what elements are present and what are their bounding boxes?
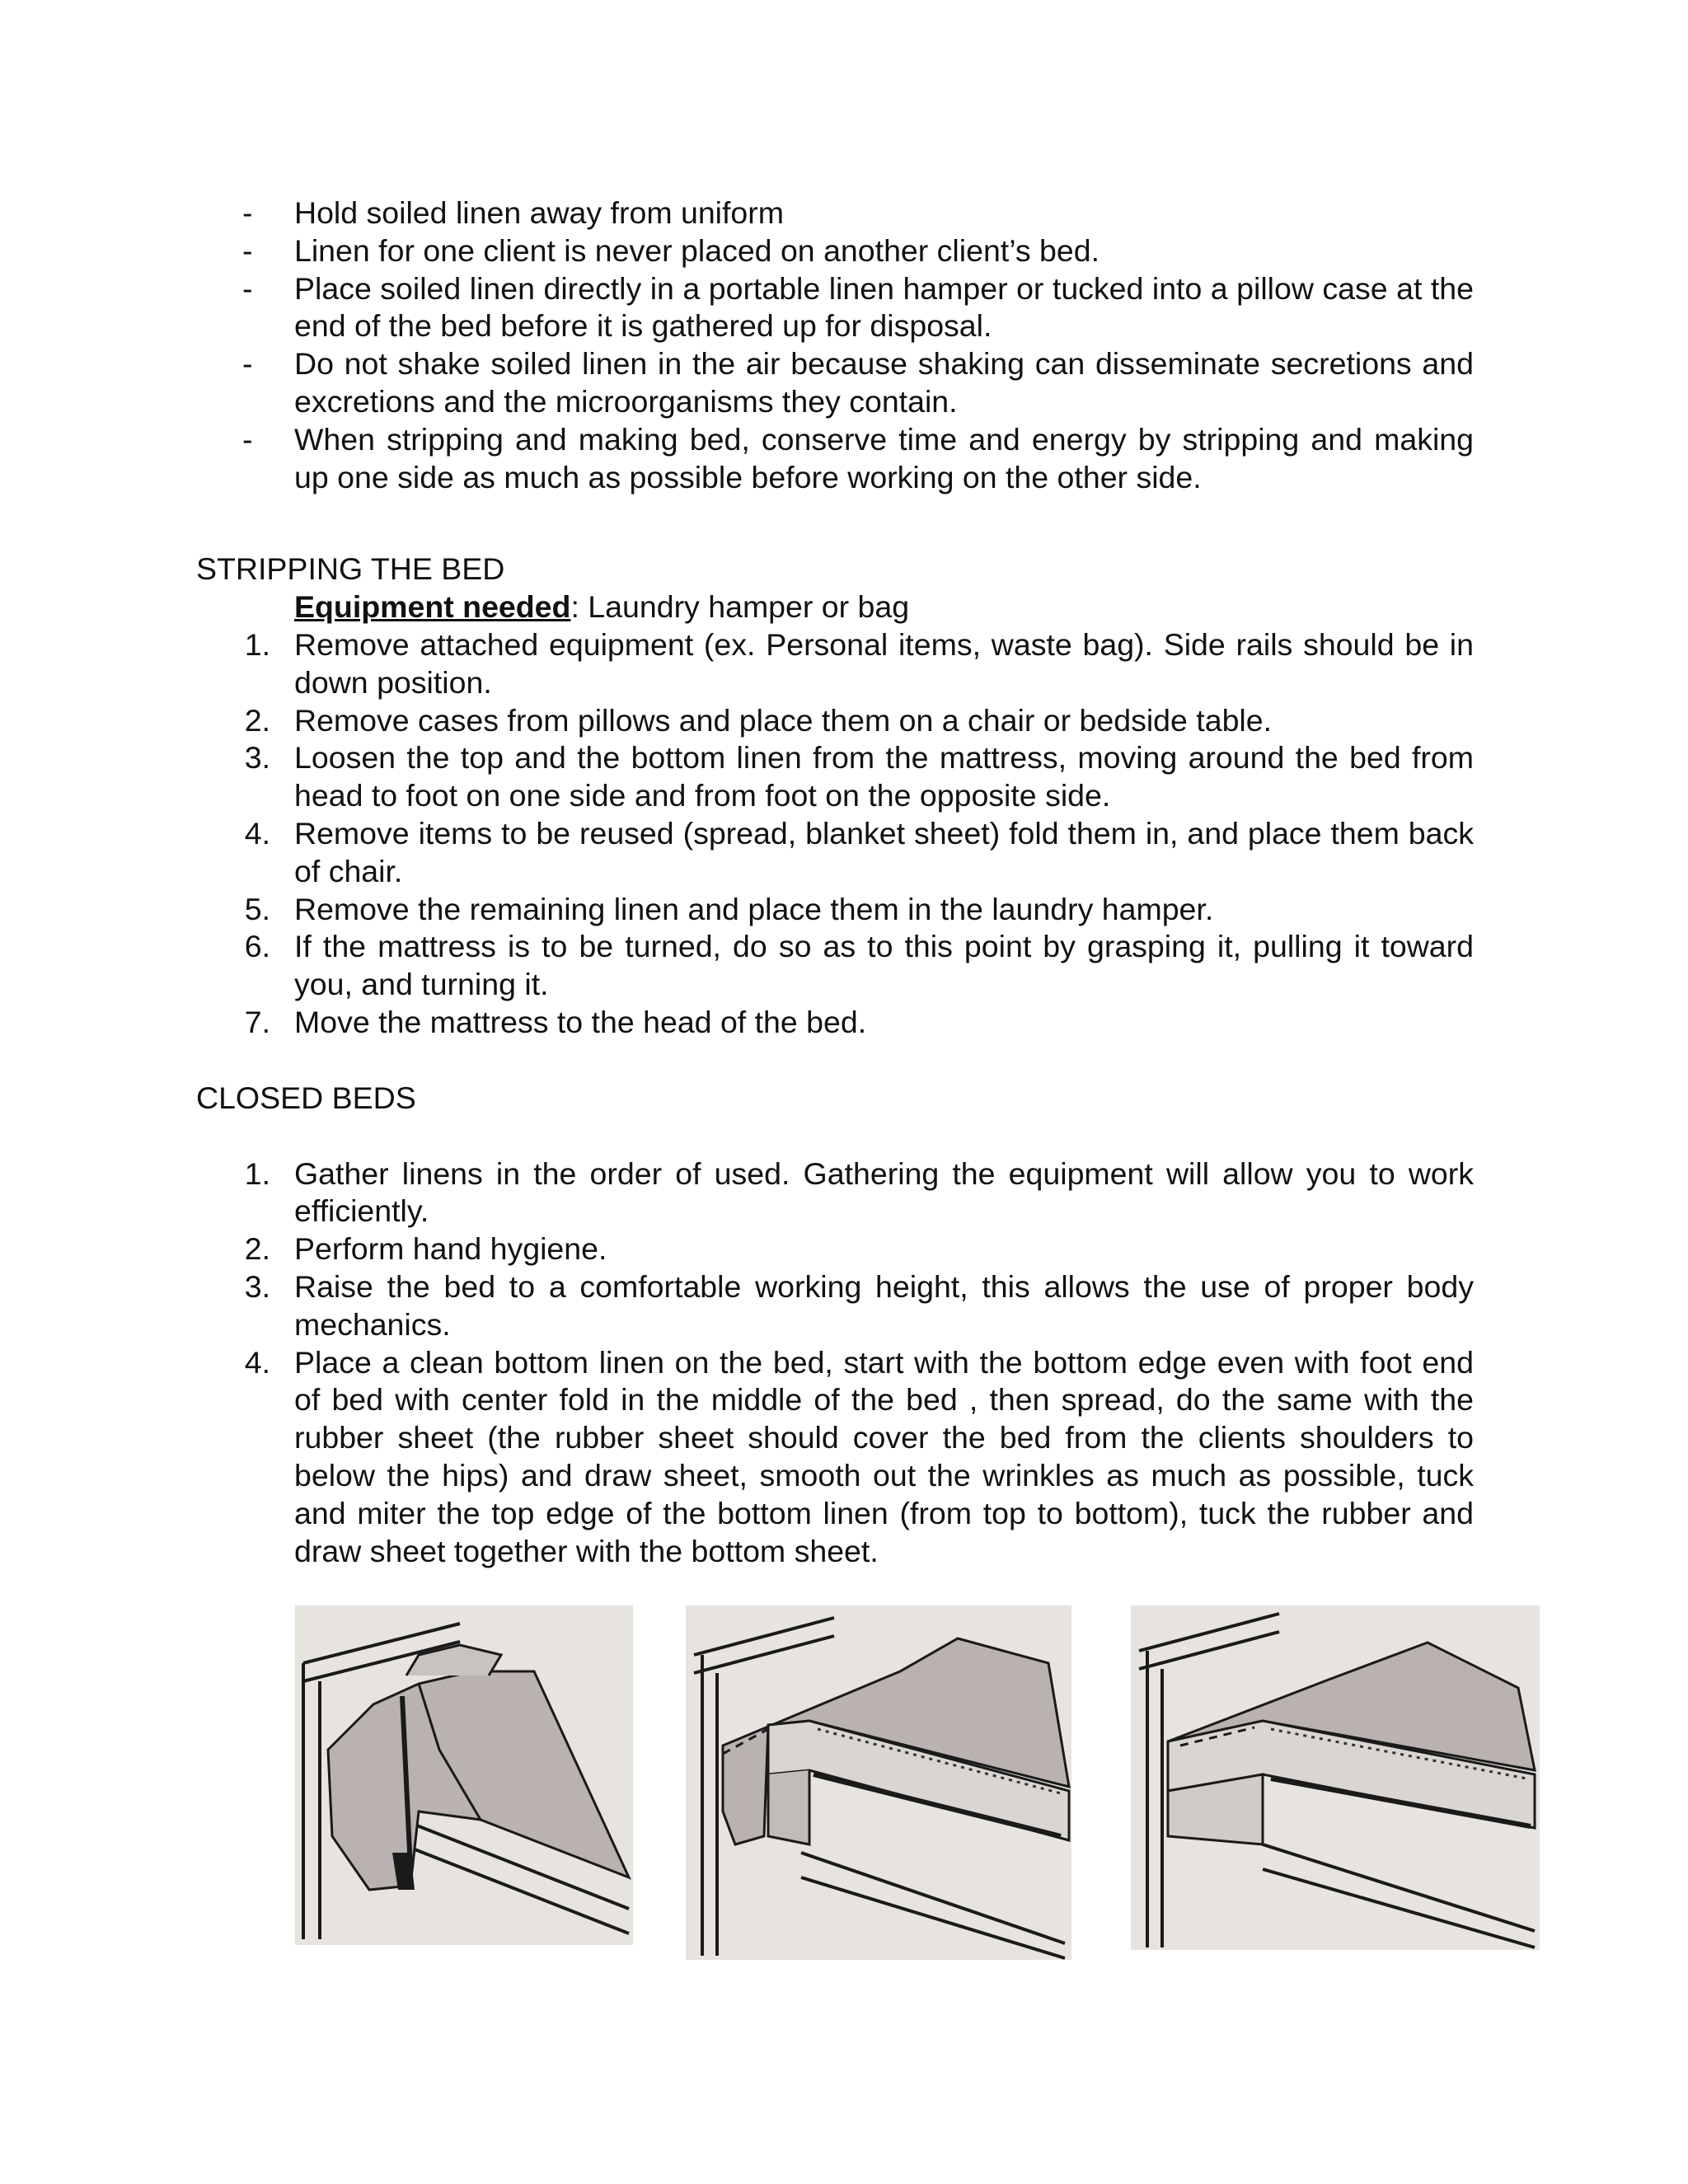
list-item — [196, 702, 1474, 740]
miter-corner-illustration-2 — [686, 1605, 1071, 1960]
step-text: Remove items to be reused (spread, blanket sheet) fold them in, and place them back of chair. — [294, 815, 1474, 888]
closed-beds-steps — [196, 1155, 1474, 1571]
bullet-marker: - — [242, 346, 253, 382]
list-item — [196, 815, 1474, 891]
list-item — [196, 626, 1474, 702]
bullet-item — [196, 421, 1474, 497]
step-number: 5. — [244, 891, 270, 926]
list-item — [196, 1268, 1474, 1344]
step-text: Raise the bed to a comfortable working height, this allows the use of proper body mechanics. — [294, 1268, 1474, 1342]
bed-making-illustrations — [0, 1605, 1688, 1960]
step-text: If the mattress is to be turned, do so as to this point by grasping it, pulling it toward you, and turning it. — [294, 929, 1474, 1002]
step-text: Move the mattress to the head of the bed. — [294, 1004, 867, 1039]
step-number: 6. — [244, 929, 270, 964]
step-number: 1. — [244, 626, 270, 662]
list-item — [196, 1230, 1474, 1268]
miter-corner-drawing-1 — [295, 1605, 633, 1945]
bullet-list — [196, 194, 1474, 496]
equipment-line — [196, 588, 1474, 626]
step-text: Remove cases from pillows and place them on a chair or bedside table. — [294, 702, 1273, 738]
step-number: 1. — [244, 1155, 270, 1191]
step-number: 3. — [244, 1268, 270, 1304]
spacer — [196, 1042, 1474, 1080]
bullet-item — [196, 345, 1474, 421]
stripping-heading: STRIPPING THE BED — [196, 551, 505, 587]
step-text: Place a clean bottom linen on the bed, start with the bottom edge even with foot end of bed with center fold in the middle of the bed , then spread, do the same with the rubber sheet (the rubber sheet should cover the bed from the clients shoulders to below the hips) and draw sheet, smooth out the wrinkles as much as possible, tuck and miter the top edge of the bottom linen (from top to bottom), tuck the rubber and draw sheet together with the bottom sheet. — [294, 1344, 1474, 1568]
text-body — [196, 194, 1474, 1570]
step-text: Perform hand hygiene. — [294, 1231, 607, 1267]
spacer — [196, 496, 1474, 534]
list-item — [196, 928, 1474, 1004]
step-text: Remove the remaining linen and place them in the laundry hamper. — [294, 891, 1214, 926]
step-number: 2. — [244, 1231, 270, 1267]
miter-corner-drawing-3 — [1131, 1605, 1540, 1950]
miter-corner-illustration-3 — [1131, 1605, 1540, 1950]
step-number: 2. — [244, 702, 270, 738]
step-number: 4. — [244, 1344, 270, 1380]
bullet-item — [196, 270, 1474, 346]
bullet-marker: - — [242, 421, 253, 457]
list-item — [196, 1155, 1474, 1231]
bullet-item — [196, 232, 1474, 270]
step-text: Loosen the top and the bottom linen from the mattress, moving around the bed from head to foot on one side and from foot on the opposite side. — [294, 740, 1474, 813]
equipment-label: Equipment needed — [294, 589, 571, 625]
bullet-text: Linen for one client is never placed on another client’s bed. — [294, 232, 1100, 268]
step-text: Gather linens in the order of used. Gathering the equipment will allow you to work efficiently. — [294, 1155, 1474, 1229]
bullet-text: Hold soiled linen away from uniform — [294, 195, 785, 230]
miter-corner-drawing-2 — [686, 1605, 1071, 1960]
stripping-steps — [196, 626, 1474, 1042]
step-number: 7. — [244, 1004, 270, 1039]
miter-corner-illustration-1 — [295, 1605, 633, 1945]
spacer — [196, 1118, 1474, 1155]
bullet-text: Do not shake soiled linen in the air because shaking can disseminate secretions and excretions and the microorganisms they contain. — [294, 346, 1474, 419]
list-item — [196, 891, 1474, 929]
step-text: Remove attached equipment (ex. Personal items, waste bag). Side rails should be in down position. — [294, 626, 1474, 700]
bullet-marker: - — [242, 270, 253, 306]
list-item — [196, 739, 1474, 815]
equipment-sep: : — [570, 589, 579, 625]
bullet-text: When stripping and making bed, conserve time and energy by stripping and making up one side as much as possible before working on the other side. — [294, 421, 1474, 494]
step-number: 4. — [244, 815, 270, 851]
bullet-item — [196, 194, 1474, 232]
bullet-text: Place soiled linen directly in a portable linen hamper or tucked into a pillow case at the end of the bed before it is gathered up for disposal. — [294, 270, 1474, 344]
list-item — [196, 1344, 1474, 1571]
bullet-marker: - — [242, 195, 253, 230]
bullet-marker: - — [242, 232, 253, 268]
closed-beds-heading: CLOSED BEDS — [196, 1080, 416, 1115]
step-number: 3. — [244, 740, 270, 776]
list-item — [196, 1004, 1474, 1042]
equipment-value: Laundry hamper or bag — [579, 589, 910, 625]
